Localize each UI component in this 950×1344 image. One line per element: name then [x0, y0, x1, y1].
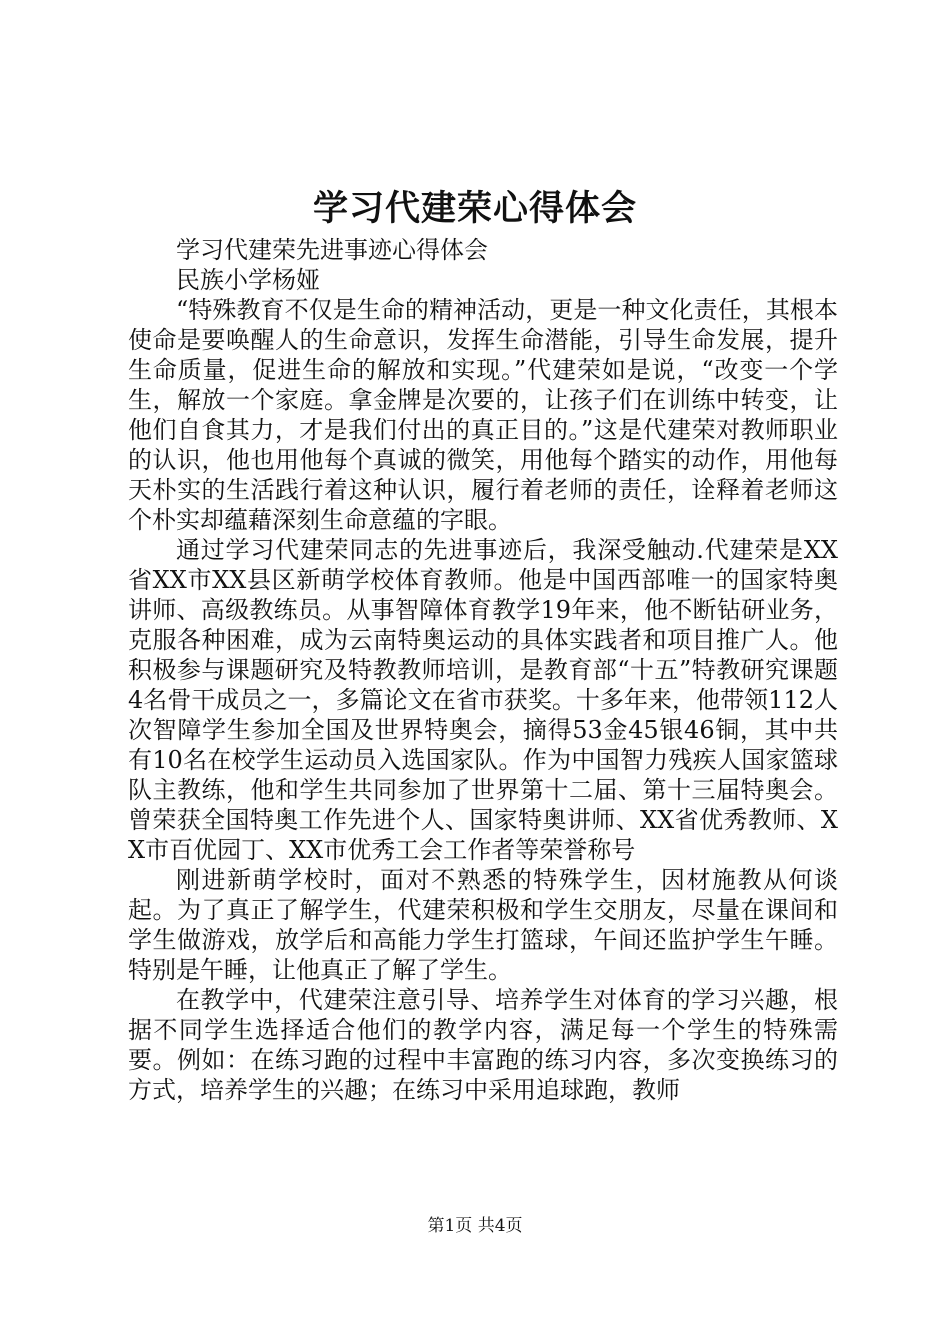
body-paragraph: 在教学中，代建荣注意引导、培养学生对体育的学习兴趣，根据不同学生选择适合他们的教学内容，满足每一个学生的特殊需要。例如：在练习跑的过程中丰富跑的练习内容，多次变换练习的方式，培养学生的兴趣；在练习中采用追球跑，教师	[128, 986, 838, 1104]
body-paragraph: “特殊教育不仅是生命的精神活动，更是一种文化责任，其根本使命是要唤醒人的生命意识，发挥生命潜能，引导生命发展，提升生命质量，促进生命的解放和实现。”代建荣如是说，“改变一个学生，解放一个家庭。拿金牌是次要的，让孩子们在训练中转变，让他们自食其力，才是我们付出的真正目的。”这是代建荣对教师职业的认识，他也用他每个真诚的微笑，用他每个踏实的动作，用他每天朴实的生活践行着这种认识，履行着老师的责任，诠释着老师这个朴实却蕴藉深刻生命意蕴的字眼。	[128, 296, 838, 534]
document-author: 民族小学杨娅	[176, 266, 320, 294]
page-number-footer: 第1页 共4页	[427, 1216, 523, 1236]
body-paragraph: 通过学习代建荣同志的先进事迹后，我深受触动.代建荣是XX省XX市XX县区新萌学校体育教师。他是中国西部唯一的国家特奥讲师、高级教练员。从事智障体育教学19年来，他不断钻研业务，克服各种困难，成为云南特奥运动的具体实践者和项目推广人。他积极参与课题研究及特教教师培训，是教育部“十五”特教研究课题4名骨干成员之一，多篇论文在省市获奖。十多年来，他带领112人次智障学生参加全国及世界特奥会，摘得53金45银46铜，其中共有10名在校学生运动员入选国家队。作为中国智力残疾人国家篮球队主教练，他和学生共同参加了世界第十二届、第十三届特奥会。曾荣获全国特奥工作先进个人、国家特奥讲师、XX省优秀教师、XX市百优园丁、XX市优秀工会工作者等荣誉称号	[128, 536, 838, 864]
document-subtitle: 学习代建荣先进事迹心得体会	[176, 236, 488, 264]
document-body	[128, 235, 838, 1105]
body-paragraph: 刚进新萌学校时，面对不熟悉的特殊学生，因材施教从何谈起。为了真正了解学生，代建荣积极和学生交朋友，尽量在课间和学生做游戏，放学后和高能力学生打篮球，午间还监护学生午睡。特别是午睡，让他真正了解了学生。	[128, 866, 838, 984]
document-title: 学习代建荣心得体会	[312, 188, 637, 229]
